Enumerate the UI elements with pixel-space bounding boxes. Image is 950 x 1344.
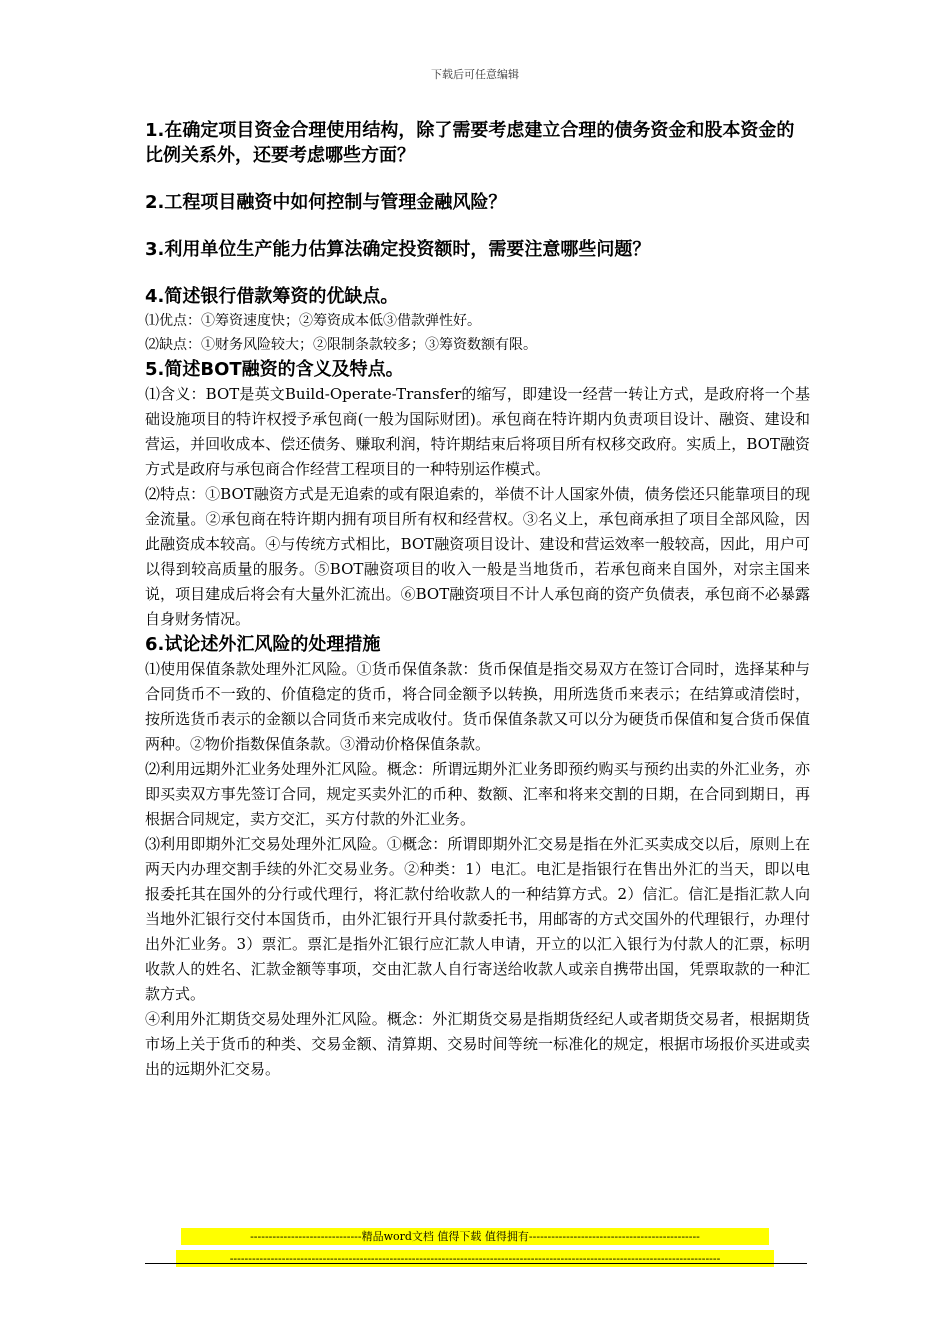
- question-6: 6.试论述外汇风险的处理措施: [145, 634, 381, 655]
- q6-paragraph: ⑶利用即期外汇交易处理外汇风险。①概念：所谓即期外汇交易是指在外汇买卖成交以后，原则上在两天内办理交割手续的外汇交易业务。②种类：1）电汇。电汇是指银行在售出外汇的当天，即以电报委托其在国外的分行或代理行，将汇款付给收款人的一种结算方式。2）信汇。信汇是指汇款人向当地外汇银行交付本国货币，由外汇银行开具付款委托书，用邮寄的方式交国外的代理银行，办理付出外汇业务。3）票汇。票汇是指外汇银行应汇款人申请，开立的以汇入银行为付款人的汇票，标明收款人的姓名、汇款金额等事项，交由汇款人自行寄送给收款人或亲自携带出国，凭票取款的一种汇款方式。: [145, 835, 810, 1003]
- question-1: 1.在确定项目资金合理使用结构，除了需要考虑建立合理的债务资金和股本资金的比例关系外，还要考虑哪些方面？: [145, 120, 795, 166]
- q6-paragraph: ⑵利用远期外汇业务处理外汇风险。概念：所谓远期外汇业务即预约购买与预约出卖的外汇业务，亦即买卖双方事先签订合同，规定买卖外汇的币种、数额、汇率和将来交割的日期，在合同到期日，再根据合同规定，卖方交汇，买方付款的外汇业务。: [145, 760, 810, 828]
- q4-paragraph: ⑵缺点：①财务风险较大；②限制条款较多；③筹资数额有限。: [145, 337, 537, 353]
- q6-paragraph: ④利用外汇期货交易处理外汇风险。概念：外汇期货交易是指期货经纪人或者期货交易者，根据期货市场上关于货币的种类、交易金额、清算期、交易时间等统一标准化的规定，根据市场报价买进或卖出的远期外汇交易。: [145, 1010, 810, 1078]
- footer-divider: [145, 1263, 807, 1264]
- footer-line-1: ------------------------------精品word文档 值得下载 值得拥有----------------------------------------------: [181, 1228, 769, 1245]
- footer-line-2: ------------------------------------------------------------------------------------------------------------------------------------: [176, 1250, 774, 1267]
- q4-paragraph: ⑴优点：①筹资速度快；②筹资成本低③借款弹性好。: [145, 313, 481, 329]
- question-3: 3.利用单位生产能力估算法确定投资额时，需要注意哪些问题？: [145, 239, 651, 260]
- q5-paragraph: ⑵特点：①BOT融资方式是无追索的或有限追索的，举债不计人国家外债，债务偿还只能靠项目的现金流量。②承包商在特许期内拥有项目所有权和经营权。③名义上，承包商承担了项目全部风险，因此融资成本较高。④与传统方式相比，BOT融资项目设计、建设和营运效率一般较高，因此，用户可以得到较高质量的服务。⑤BOT融资项目的收入一般是当地货币，若承包商来自国外，对宗主国来说，项目建成后将会有大量外汇流出。⑥BOT融资项目不计人承包商的资产负债表，承包商不必暴露自身财务情况。: [145, 485, 810, 628]
- document-body: [145, 118, 810, 1082]
- q6-paragraph: ⑴使用保值条款处理外汇风险。①货币保值条款：货币保值是指交易双方在签订合同时，选择某种与合同货币不一致的、价值稳定的货币，将合同金额予以转换，用所选货币来表示；在结算或清偿时，按所选货币表示的金额以合同货币来完成收付。货币保值条款又可以分为硬货币保值和复合货币保值两种。②物价指数保值条款。③滑动价格保值条款。: [145, 660, 810, 753]
- q5-paragraph: ⑴含义：BOT是英文Build-Operate-Transfer的缩写，即建设一经营一转让方式，是政府将一个基础设施项目的特许权授予承包商(一般为国际财团)。承包商在特许期内负责项目设计、融资、建设和营运，并回收成本、偿还债务、赚取利润，特许期结束后将项目所有权移交政府。实质上，BOT融资方式是政府与承包商合作经营工程项目的一种特别运作模式。: [145, 385, 810, 478]
- page-header: 下载后可任意编辑: [431, 68, 519, 81]
- footer-banner: [175, 1228, 775, 1272]
- question-2: 2.工程项目融资中如何控制与管理金融风险？: [145, 192, 507, 213]
- question-4: 4.简述银行借款筹资的优缺点。: [145, 286, 399, 307]
- question-5: 5.简述BOT融资的含义及特点。: [145, 359, 404, 380]
